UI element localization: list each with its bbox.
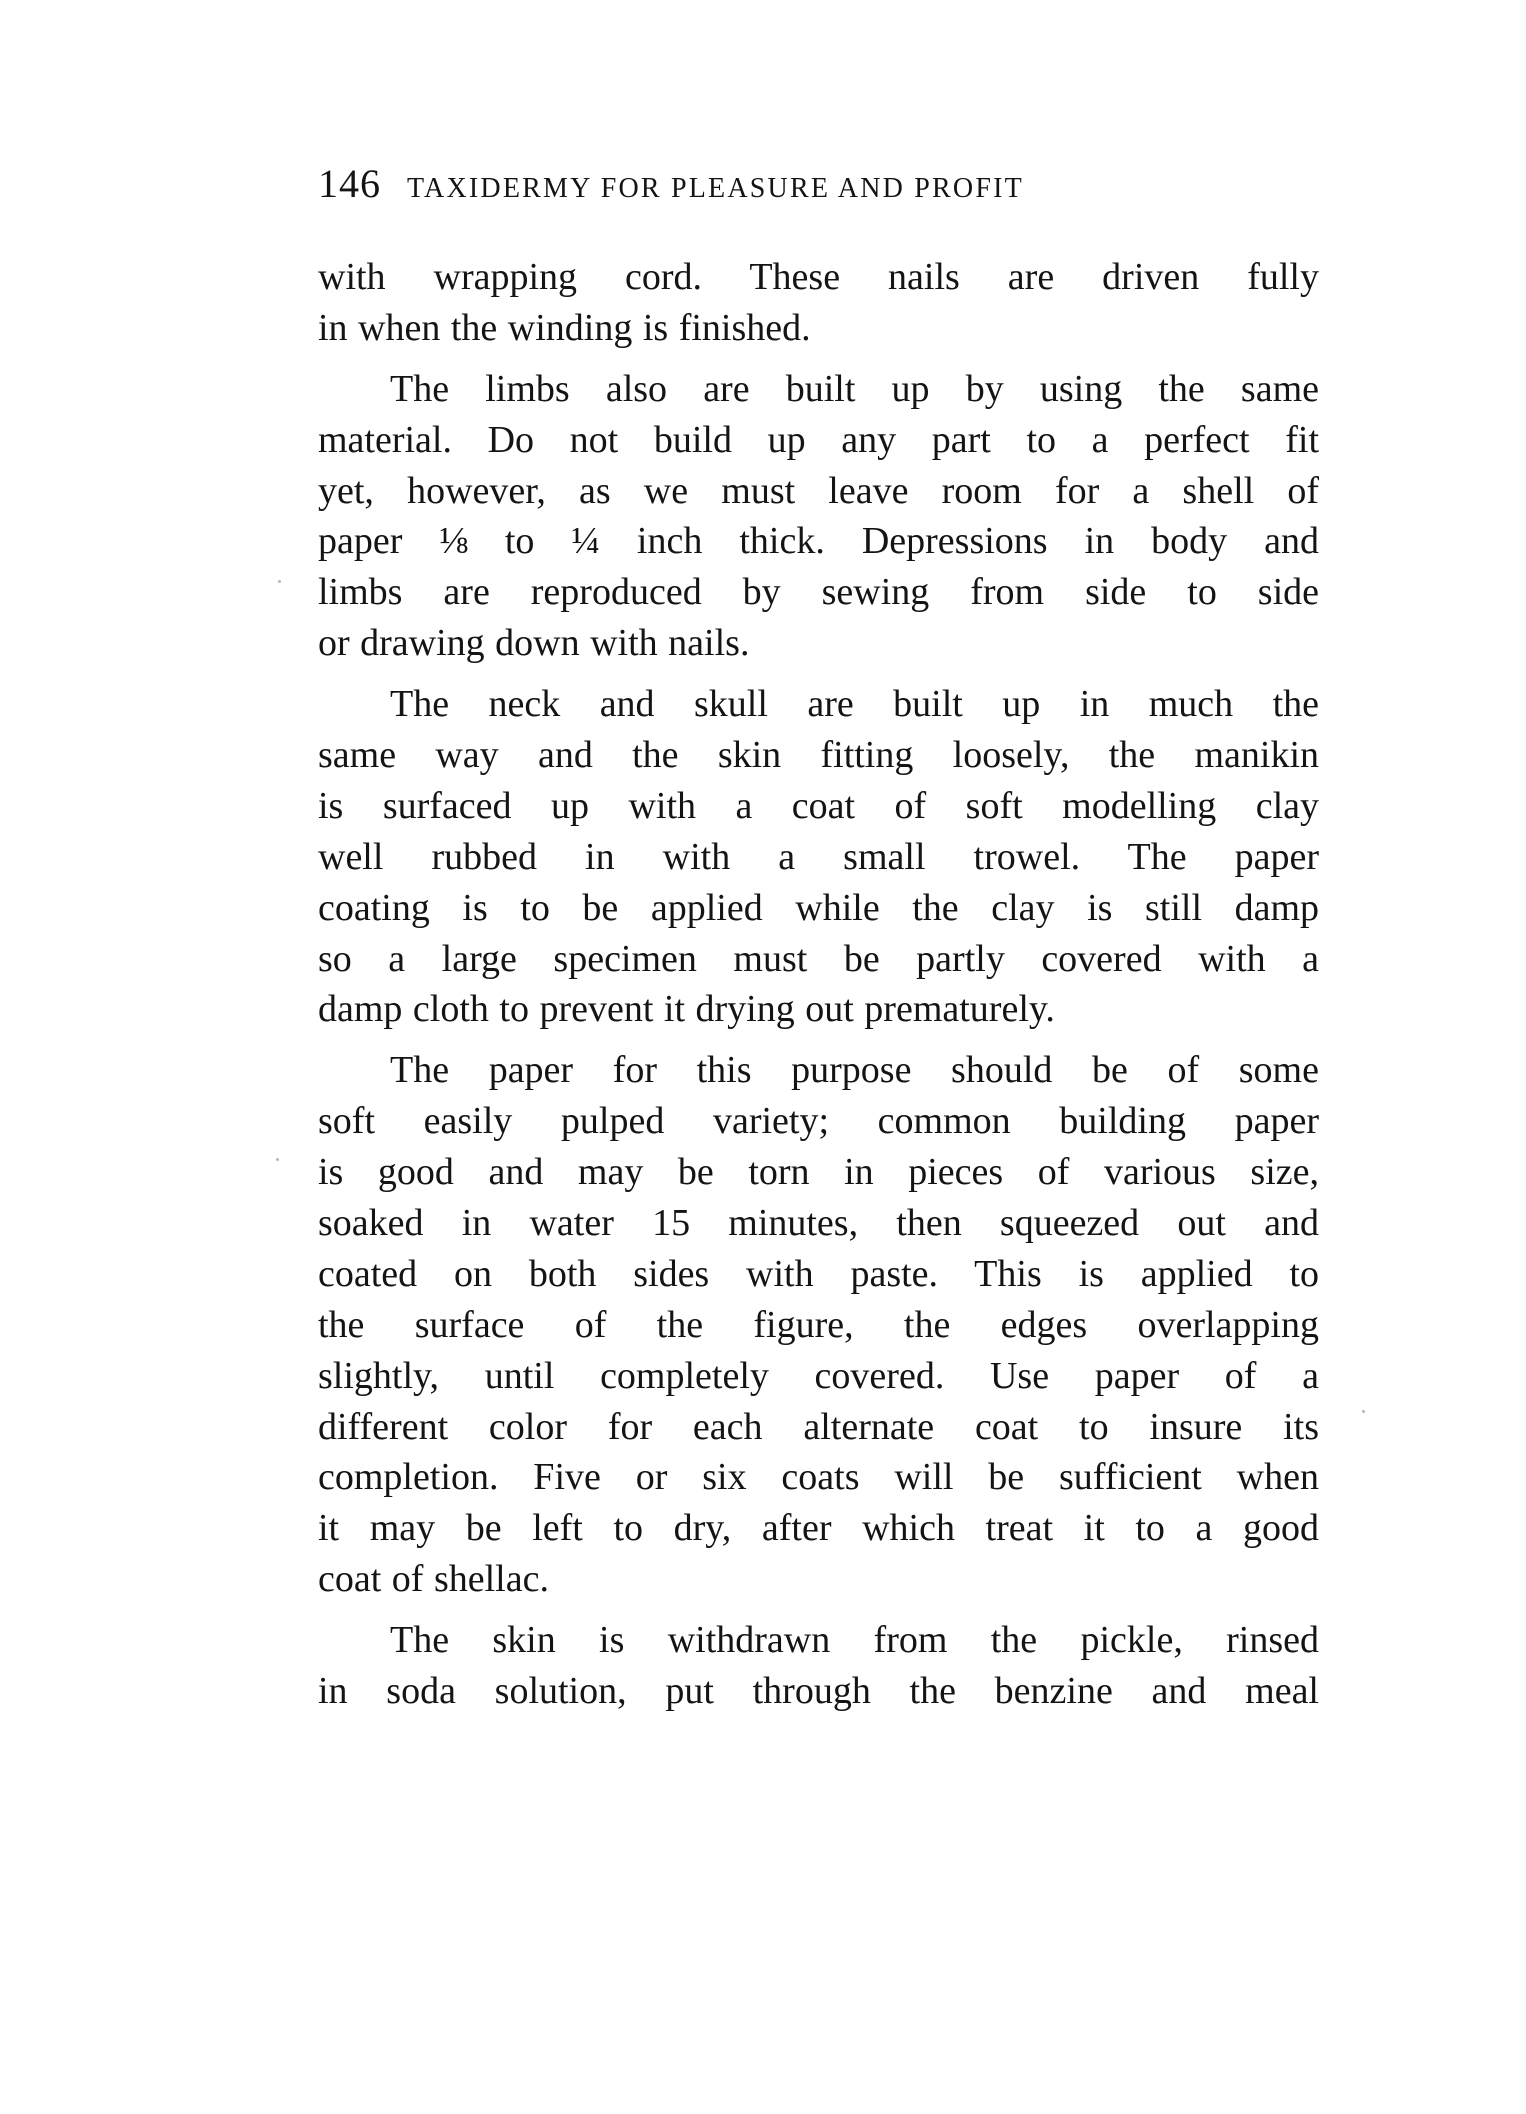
text-line: the surface of the figure, the edges overlapping (318, 1303, 1319, 1346)
text-line: paper ⅛ to ¼ inch thick. Depressions in body and (318, 520, 1319, 563)
text-line: in when the winding is finished. (318, 306, 811, 349)
text-line: it may be left to dry, after which treat it to a good (318, 1507, 1319, 1550)
text-line: The skin is withdrawn from the pickle, rinsed (390, 1619, 1319, 1662)
text-line: coating is to be applied while the clay is still damp (318, 886, 1319, 929)
text-line: so a large specimen must be partly covered with a (318, 937, 1319, 980)
margin-speck (1362, 1410, 1365, 1413)
text-line: completion. Five or six coats will be sufficient when (318, 1456, 1319, 1499)
running-head (318, 160, 1318, 210)
text-line: material. Do not build up any part to a perfect fit (318, 418, 1319, 461)
text-line: coat of shellac. (318, 1558, 549, 1601)
text-line: yet, however, as we must leave room for a shell of (318, 469, 1319, 512)
text-line: is surfaced up with a coat of soft modelling clay (318, 784, 1319, 827)
text-line: different color for each alternate coat to insure its (318, 1405, 1319, 1448)
running-title: TAXIDERMY FOR PLEASURE AND PROFIT (407, 173, 1024, 204)
margin-speck (278, 580, 281, 583)
page-number: 146 (318, 161, 381, 206)
text-line: same way and the skin fitting loosely, the manikin (318, 734, 1319, 777)
text-line: soaked in water 15 minutes, then squeezed out and (318, 1202, 1319, 1245)
text-line: damp cloth to prevent it drying out prematurely. (318, 988, 1055, 1031)
paragraph-4 (318, 1045, 1319, 1605)
paragraph-5 (318, 1615, 1319, 1717)
text-line: is good and may be torn in pieces of various size, (318, 1151, 1319, 1194)
text-line: or drawing down with nails. (318, 622, 750, 665)
text-line: The limbs also are built up by using the same (390, 367, 1319, 410)
paragraph-2 (318, 364, 1319, 669)
body-text (318, 252, 1319, 1717)
margin-speck (276, 1158, 279, 1161)
text-line: The paper for this purpose should be of some (390, 1049, 1319, 1092)
text-line: well rubbed in with a small trowel. The paper (318, 835, 1319, 878)
text-line: limbs are reproduced by sewing from side to side (318, 571, 1319, 614)
text-line: soft easily pulped variety; common building paper (318, 1100, 1319, 1143)
paragraph-3 (318, 679, 1319, 1035)
text-line: slightly, until completely covered. Use paper of a (318, 1354, 1319, 1397)
text-line: with wrapping cord. These nails are driven fully (318, 256, 1319, 298)
paragraph-1 (318, 252, 1319, 354)
text-line: The neck and skull are built up in much the (390, 683, 1319, 726)
text-line: in soda solution, put through the benzine and meal (318, 1670, 1319, 1713)
text-line: coated on both sides with paste. This is applied to (318, 1252, 1319, 1295)
